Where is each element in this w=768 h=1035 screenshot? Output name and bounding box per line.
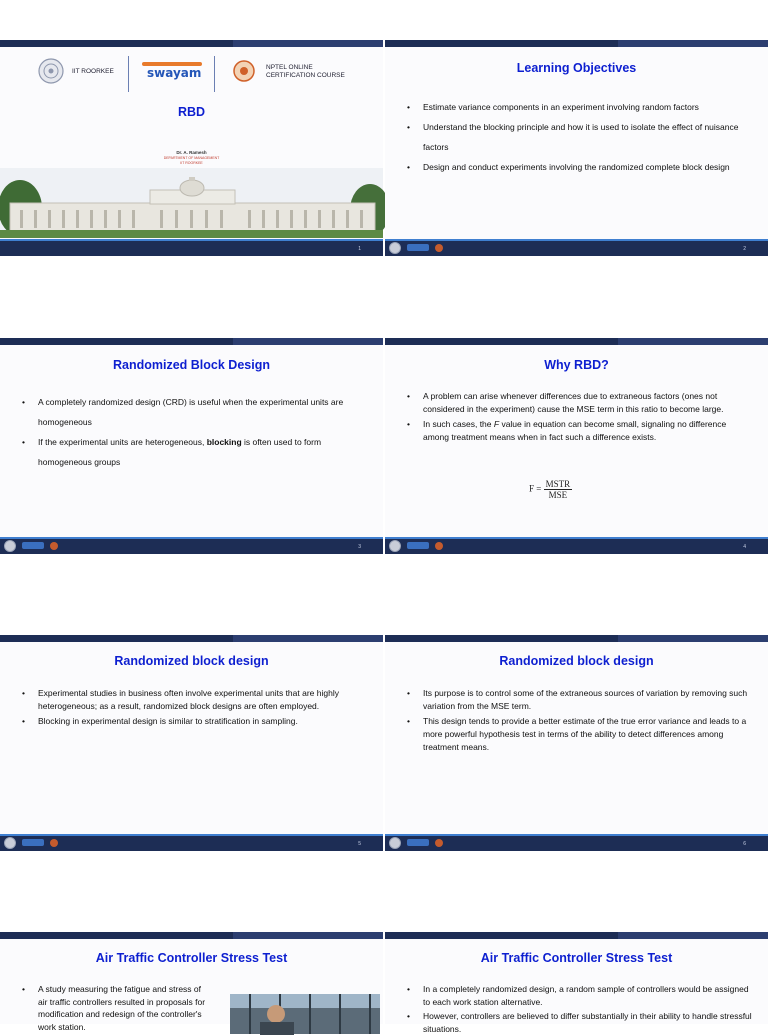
slide-2 <box>385 40 768 256</box>
top-bar <box>0 635 383 642</box>
top-bar <box>0 40 383 47</box>
slide-1 <box>0 40 383 256</box>
top-bar <box>385 932 768 939</box>
bullet-list <box>407 983 752 1035</box>
slide-3 <box>0 338 383 554</box>
bullet-list <box>22 392 357 472</box>
nptel-logo-icon <box>50 839 58 847</box>
page-number: 6 <box>743 841 746 847</box>
page-number: 1 <box>358 246 361 252</box>
slide-title: Air Traffic Controller Stress Test <box>95 951 288 965</box>
page-number: 4 <box>743 544 746 550</box>
nptel-logo-icon <box>435 542 443 550</box>
list-item: • Its purpose is to control some of the extraneous sources of variation by removing such variation from the MSE term. <box>407 687 752 713</box>
divider <box>128 56 129 92</box>
iit-roorkee-emblem-icon <box>4 837 16 849</box>
swayam-logo-icon <box>407 839 429 846</box>
slide-7 <box>0 932 383 1032</box>
slide-5 <box>0 635 383 851</box>
list-item: • A completely randomized design (CRD) is useful when the experimental units are homogeneous <box>22 392 357 432</box>
nptel-logo-icon <box>435 244 443 252</box>
bottom-bar <box>0 239 383 256</box>
control-tower-photo <box>230 994 380 1034</box>
list-item: • In such cases, the F value in equation can become small, signaling no difference among treatment means when in fact such a difference exists. <box>407 418 752 444</box>
iit-roorkee-label: IIT ROORKEE <box>72 68 114 75</box>
divider <box>214 56 215 92</box>
slide-6 <box>385 635 768 851</box>
bottom-bar <box>385 537 768 554</box>
bottom-bar <box>385 239 768 256</box>
iit-roorkee-emblem-icon <box>389 837 401 849</box>
list-item: • Estimate variance components in an experiment involving random factors <box>407 97 752 117</box>
top-bar <box>0 338 383 345</box>
slide-title: Learning Objectives <box>516 61 637 75</box>
list-item: • A problem can arise whenever differences due to extraneous factors (ones not considered in the experiment) cause the MSE term in this ratio to become large. <box>407 390 752 416</box>
footer-logos <box>4 837 58 848</box>
top-bar <box>385 338 768 345</box>
top-bar <box>0 932 383 939</box>
author-name: Dr. A. Ramesh <box>176 150 207 155</box>
iit-building-image <box>0 168 383 238</box>
list-item: • Blocking in experimental design is similar to stratification in sampling. <box>22 715 367 728</box>
author-block <box>0 150 383 167</box>
iit-roorkee-emblem-icon <box>389 242 401 254</box>
list-item: • If the experimental units are heterogeneous, blocking is often used to form homogeneous groups <box>22 432 357 472</box>
bottom-bar <box>0 537 383 554</box>
iit-roorkee-emblem-icon <box>4 540 16 552</box>
list-item: • Understand the blocking principle and how it is used to isolate the effect of nuisance factors <box>407 117 752 157</box>
slide-title: Randomized block design <box>114 654 269 668</box>
swayam-logo-icon <box>407 244 429 251</box>
bullet-list <box>22 687 367 728</box>
nptel-text: NPTEL ONLINE CERTIFICATION COURSE <box>266 64 345 79</box>
f-ratio-equation: F = $\frac{\text{MSTR}}{\text{MSE}}$ <box>529 479 571 500</box>
list-item: • Experimental studies in business often involve experimental units that are highly heterogeneous; as a result, randomized block designs are often employed. <box>22 687 367 713</box>
footer-logos <box>389 540 443 551</box>
bullet-list <box>22 983 212 1033</box>
nptel-logo-icon <box>232 59 256 83</box>
page-number: 3 <box>358 544 361 550</box>
slide-title: RBD <box>177 105 206 119</box>
slide-title: Randomized block design <box>499 654 654 668</box>
slide-title: Why RBD? <box>544 358 609 372</box>
bullet-list <box>407 97 752 177</box>
top-bar <box>385 635 768 642</box>
swayam-logo-icon <box>407 542 429 549</box>
slide-8 <box>385 932 768 1034</box>
nptel-logo-icon <box>435 839 443 847</box>
page-number: 2 <box>743 246 746 252</box>
swayam-logo: swayam <box>142 62 202 84</box>
bottom-bar <box>0 834 383 851</box>
top-bar <box>385 40 768 47</box>
swayam-logo-icon <box>22 542 44 549</box>
author-inst: IIT ROORKEE <box>180 161 203 165</box>
page-number: 5 <box>358 841 361 847</box>
nptel-logo-icon <box>50 542 58 550</box>
slide-title: Air Traffic Controller Stress Test <box>480 951 673 965</box>
iit-roorkee-emblem-icon <box>389 540 401 552</box>
bullet-list <box>407 687 752 754</box>
list-item: • A study measuring the fatigue and stress of air traffic controllers resulted in proposals for modification and redesign of the controller's work station. <box>22 983 212 1033</box>
list-item: • In a completely randomized design, a random sample of controllers would be assigned to each work station alternative. <box>407 983 752 1008</box>
bullet-list <box>407 390 752 444</box>
slide-4 <box>385 338 768 554</box>
list-item: • Design and conduct experiments involving the randomized complete block design <box>407 157 752 177</box>
bottom-bar <box>385 834 768 851</box>
footer-logos <box>389 242 443 253</box>
list-item: • This design tends to provide a better estimate of the true error variance and leads to a more powerful hypothesis test in terms of the ability to detect differences among treatment means. <box>407 715 752 754</box>
footer-logos <box>4 540 58 551</box>
swayam-logo-icon <box>22 839 44 846</box>
author-dept: DEPARTMENT OF MANAGEMENT <box>163 155 220 160</box>
iit-roorkee-emblem-icon <box>38 58 64 84</box>
footer-logos <box>389 837 443 848</box>
header-logos <box>38 56 358 94</box>
list-item: • However, controllers are believed to differ substantially in their ability to handle stressful situations. <box>407 1010 752 1035</box>
slide-title: Randomized Block Design <box>113 358 270 372</box>
